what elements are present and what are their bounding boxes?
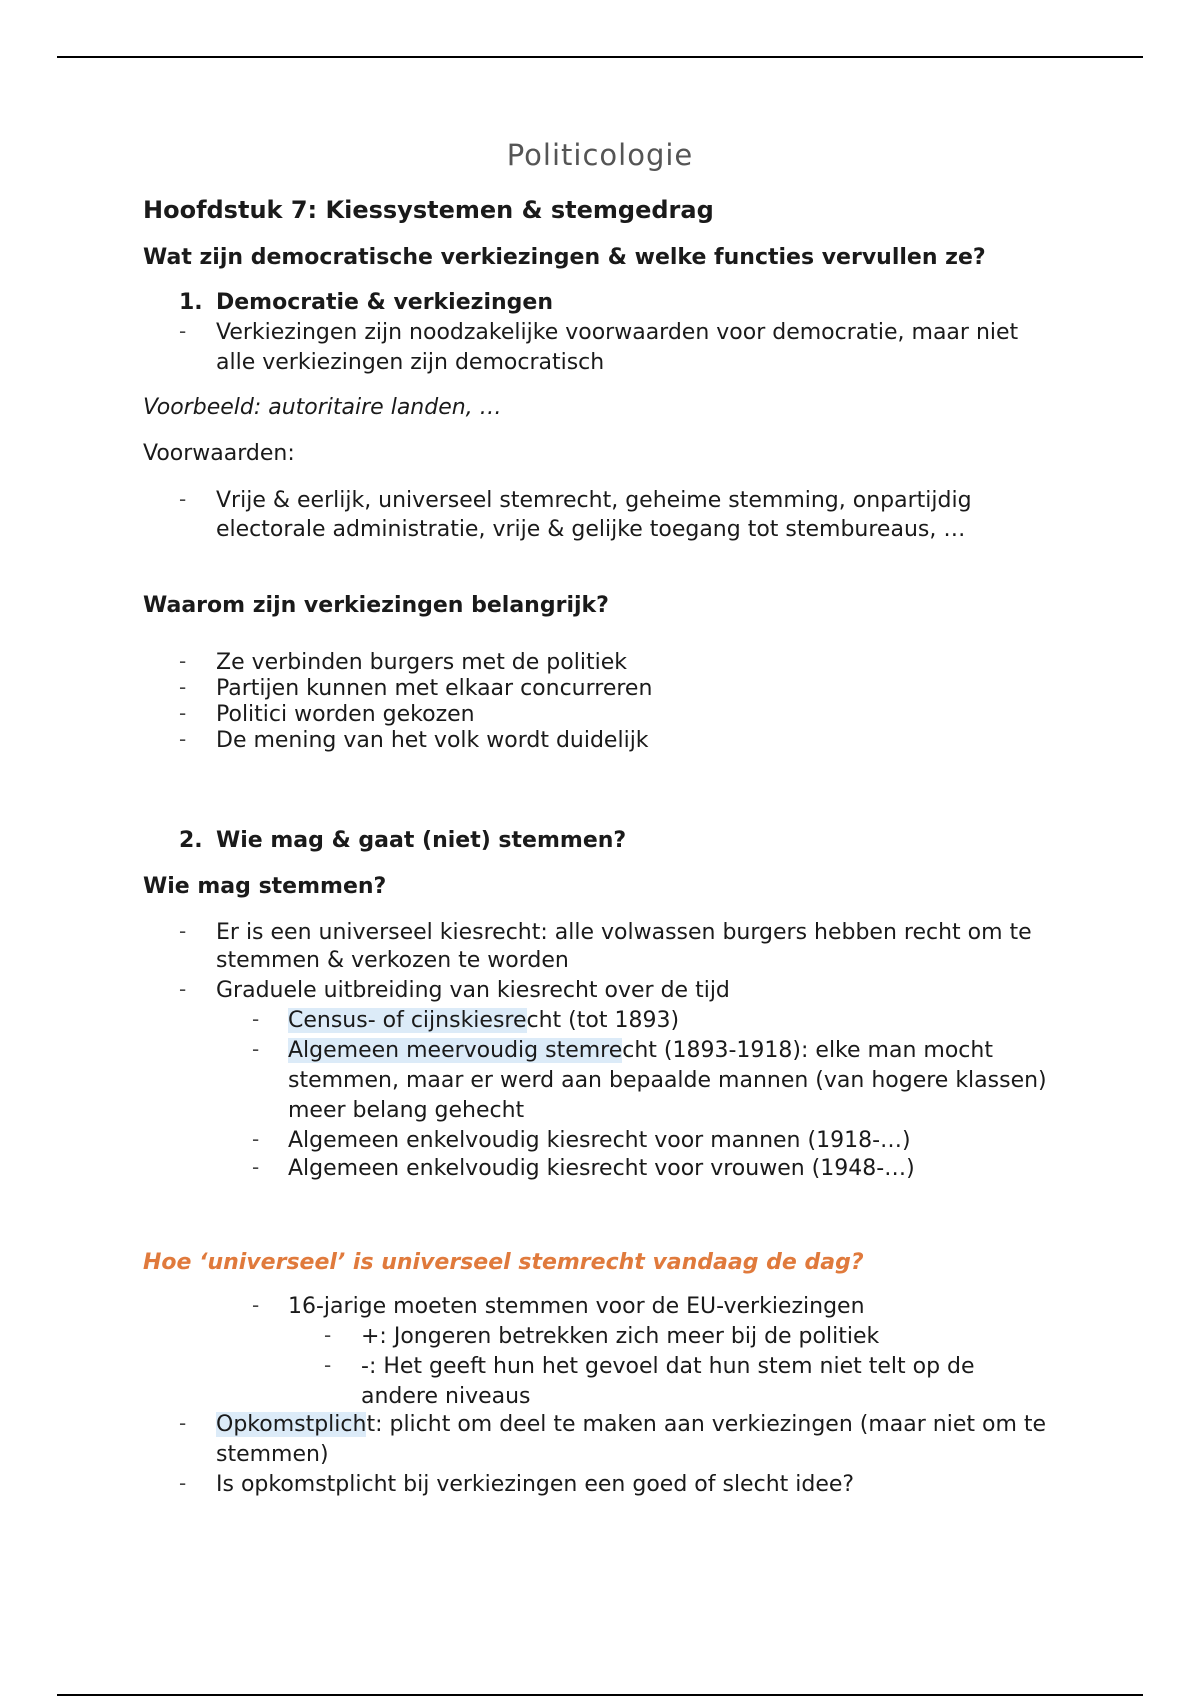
question-heading: Wat zijn democratische verkiezingen & welke functies vervullen ze? [143,245,986,270]
importance-heading: Waarom zijn verkiezingen belangrijk? [143,593,609,618]
bullet-dash: - [179,701,187,725]
plural-rest: cht (1893-1918): elke man mocht [622,1038,993,1063]
conditions-label: Voorwaarden: [143,441,295,466]
plural-line3: meer belang gehecht [288,1098,525,1123]
minus-line1: -: Het geeft hun het gevoel dat hun stem niet telt op de [361,1354,975,1379]
plural-line2: stemmen, maar er werd aan bepaalde mannen (van hogere klassen) [288,1068,1047,1093]
list-item: Partijen kunnen met elkaar concurreren [216,676,653,701]
bullet-dash: - [179,649,187,673]
section1-title: Democratie & verkiezingen [216,290,553,315]
example-text: Voorbeeld: autoritaire landen, … [143,395,502,420]
bullet-dash: - [252,1155,260,1179]
minus-line2: andere niveaus [361,1384,531,1409]
highlight: Opkomstplich [216,1412,367,1437]
chapter-heading: Hoofdstuk 7: Kiessystemen & stemgedrag [143,196,714,224]
bullet-dash: - [252,1007,260,1031]
duty-line2: stemmen) [216,1442,329,1467]
duty-rest: t: plicht om deel te maken aan verkiezingen (maar niet om te [366,1412,1047,1437]
section1-bullet-line1: Verkiezingen zijn noodzakelijke voorwaarden voor democratie, maar niet [216,320,1019,345]
bullet-dash: - [179,1411,187,1435]
section2-title: Wie mag & gaat (niet) stemmen? [216,828,627,853]
section1-bullet-line2: alle verkiezingen zijn democratisch [216,350,605,375]
bullet-dash: - [252,1293,260,1317]
bullet-dash: - [179,675,187,699]
final-question: Is opkomstplicht bij verkiezingen een goed of slecht idee? [216,1472,855,1497]
bullet-dash: - [324,1353,332,1377]
conditions-line1: Vrije & eerlijk, universeel stemrecht, geheime stemming, onpartijdig [216,488,972,513]
census-item [288,1006,679,1036]
census-rest: cht (tot 1893) [526,1008,680,1033]
header-rule [57,56,1143,58]
highlight: Census- of cijnskiesre [288,1008,527,1033]
single-women: Algemeen enkelvoudig kiesrecht voor vrouwen (1948-…) [288,1156,915,1181]
document-title: Politicologie [506,138,694,172]
section2-number: 2. [179,828,203,853]
conditions-line2: electorale administratie, vrije & gelijke toegang tot stembureaus, … [216,517,966,542]
plus-item: +: Jongeren betrekken zich meer bij de politiek [361,1324,880,1349]
universal-question-heading: Hoe ‘universeel’ is universeel stemrecht vandaag de dag? [143,1250,864,1275]
list-item: De mening van het volk wordt duidelijk [216,728,649,753]
single-men: Algemeen enkelvoudig kiesrecht voor mannen (1918-…) [288,1128,911,1153]
bullet-dash: - [324,1323,332,1347]
section2-subheading: Wie mag stemmen? [143,874,387,899]
footer-rule [57,1694,1143,1696]
list-item: Politici worden gekozen [216,702,475,727]
universal-line1: Er is een universeel kiesrecht: alle volwassen burgers hebben recht om te [216,920,1032,945]
highlight: Algemeen meervoudig stemre [288,1038,623,1063]
gradual-text: Graduele uitbreiding van kiesrecht over de tijd [216,978,730,1003]
bullet-dash: - [252,1127,260,1151]
bullet-dash: - [179,1471,187,1495]
bullet-dash: - [179,919,187,943]
bullet-dash: - [252,1037,260,1061]
section1-number: 1. [179,290,203,315]
bullet-dash: - [179,319,187,343]
plural-item [288,1036,993,1066]
eu-vote-item: 16-jarige moeten stemmen voor de EU-verkiezingen [288,1294,865,1319]
list-item: Ze verbinden burgers met de politiek [216,650,627,675]
universal-line2: stemmen & verkozen te worden [216,948,569,973]
duty-item [216,1410,1046,1440]
bullet-dash: - [179,977,187,1001]
bullet-dash: - [179,487,187,511]
bullet-dash: - [179,727,187,751]
